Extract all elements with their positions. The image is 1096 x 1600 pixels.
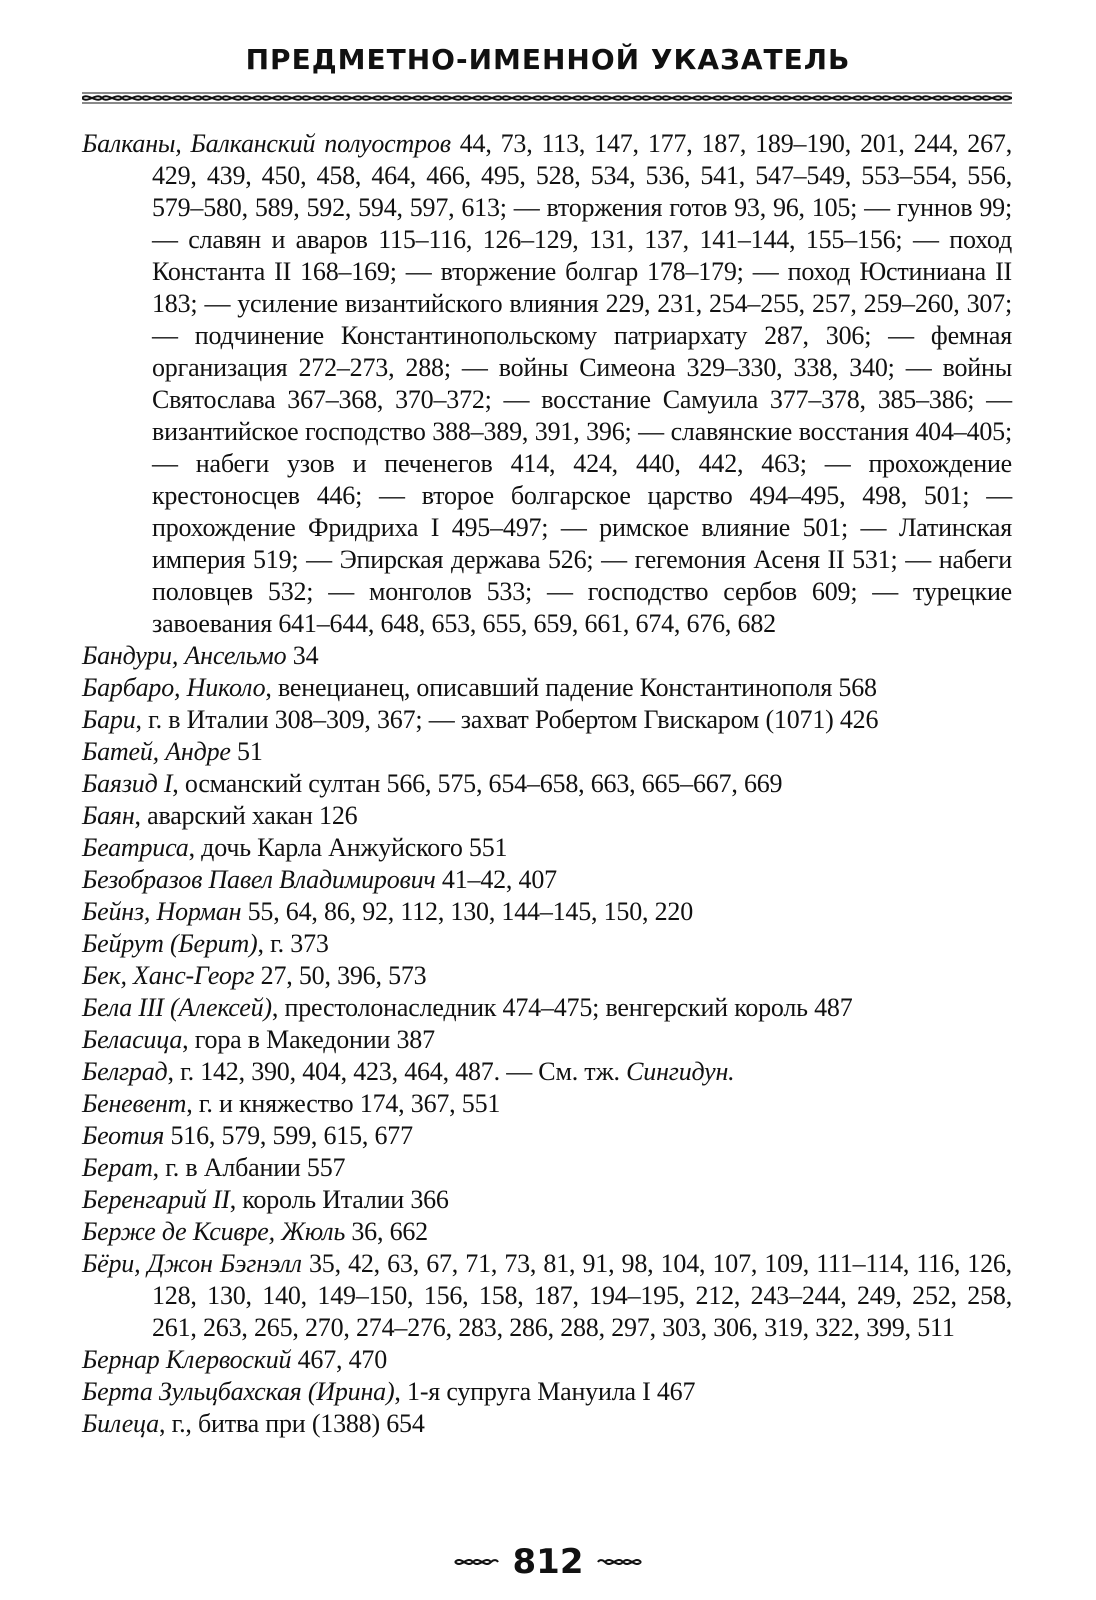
page-header-title: ПРЕДМЕТНО-ИМЕННОЙ УКАЗАТЕЛЬ xyxy=(245,43,851,76)
entry-references: , дочь Карла Анжуйского 551 xyxy=(188,833,508,862)
page-footer xyxy=(0,1542,1096,1582)
index-entry xyxy=(82,1120,1012,1152)
entry-references: , османский султан 566, 575, 654–658, 663, 665–667, 669 xyxy=(172,769,783,798)
entry-name: Балканы, Балканский полуостров xyxy=(82,129,451,158)
entry-references: 41–42, 407 xyxy=(435,865,557,894)
entry-name: Берже де Ксивре, Жюль xyxy=(82,1217,346,1246)
entry-name: Бари xyxy=(82,705,136,734)
index-entries xyxy=(82,128,1012,1440)
entry-name: Безобразов Павел Владимирович xyxy=(82,865,436,894)
index-entry xyxy=(82,736,1012,768)
index-entry xyxy=(82,704,1012,736)
index-entry xyxy=(82,640,1012,672)
entry-references: , аварский хакан 126 xyxy=(134,801,358,830)
entry-name: Беотия xyxy=(82,1121,165,1150)
entry-references: 34 xyxy=(286,641,319,670)
index-entry xyxy=(82,1376,1012,1408)
index-entry xyxy=(82,864,1012,896)
entry-name: Бёри, Джон Бэгнэлл xyxy=(82,1249,302,1278)
entry-name: Берта Зульцбахская (Ирина) xyxy=(82,1377,395,1406)
index-entry xyxy=(82,1056,1012,1088)
index-entry xyxy=(82,1088,1012,1120)
entry-references: , престолонаследник 474–475; венгерский король 487 xyxy=(271,993,853,1022)
page-number: 812 xyxy=(512,1542,584,1582)
header-ornament-band xyxy=(82,92,1012,104)
entry-name: Беневент xyxy=(82,1089,187,1118)
entry-name: Билеца xyxy=(82,1409,159,1438)
entry-references: , г., битва при (1388) 654 xyxy=(158,1409,425,1438)
entry-name: Бандури, Ансельмо xyxy=(82,641,287,670)
entry-name: Баязид I xyxy=(82,769,173,798)
right-flourish-icon xyxy=(597,1555,643,1569)
index-entry xyxy=(82,128,1012,640)
left-flourish-icon xyxy=(453,1555,499,1569)
index-entry xyxy=(82,1408,1012,1440)
entry-references: , венецианец, описавший падение Константинополя 568 xyxy=(265,673,877,702)
entry-name: Беласица xyxy=(82,1025,183,1054)
index-entry xyxy=(82,928,1012,960)
entry-references: 44, 73, 113, 147, 177, 187, 189–190, 201, 244, 267, 429, 439, 450, 458, 464, 466, 495, 528, 534, 536, 541, 547–549, 553–554, 556, 579–580, 589, 592, 594, 597, 613; — вторжения готов 93, 96, 105; — гуннов 99; — славян и аваров 115–116, 126–129, 131, 137, 141–144, 155–156; — поход Константа II 168–169; — вторжение болгар 178–179; — поход Юстиниана II 183; — усиление византийского влияния 229, 231, 254–255, 257, 259–260, 307; — подчинение Константинопольскому патриархату 287, 306; — фемная организация 272–273, 288; — войны Симеона 329–330, 338, 340; — войны Святослава 367–368, 370–372; — восстание Самуила 377–378, 385–386; — византийское господство 388–389, 391, 396; — славянские восстания 404–405; — набеги узов и печенегов 414, 424, 440, 442, 463; — прохождение крестоносцев 446; — второе болгарское царство 494–495, 498, 501; — прохождение Фридриха I 495–497; — римское влияние 501; — Латинская империя 519; — Эпирская держава 526; — гегемония Асеня II 531; — набеги половцев 532; — монголов 533; — господство сербов 609; — турецкие завоевания 641–644, 648, 653, 655, 659, 661, 674, 676, 682 xyxy=(152,129,1012,638)
entry-references: 51 xyxy=(230,737,263,766)
index-entry xyxy=(82,1216,1012,1248)
entry-references: , г. 142, 390, 404, 423, 464, 487. — См. тж. xyxy=(167,1057,627,1086)
index-entry xyxy=(82,768,1012,800)
index-entry xyxy=(82,832,1012,864)
index-entry xyxy=(82,1248,1012,1344)
index-entry xyxy=(82,672,1012,704)
entry-references: 467, 470 xyxy=(291,1345,388,1374)
entry-references: , гора в Македонии 387 xyxy=(182,1025,435,1054)
index-entry xyxy=(82,992,1012,1024)
entry-name: Баян xyxy=(82,801,135,830)
entry-name: Батей, Андре xyxy=(82,737,231,766)
entry-name: Бейнз, Норман xyxy=(82,897,242,926)
entry-name: Бела III (Алексей) xyxy=(82,993,272,1022)
entry-name: Белград xyxy=(82,1057,168,1086)
index-entry xyxy=(82,896,1012,928)
entry-references: , г. в Албании 557 xyxy=(152,1153,346,1182)
entry-references: 516, 579, 599, 615, 677 xyxy=(164,1121,413,1150)
entry-references: , г. 373 xyxy=(257,929,329,958)
entry-references: 35, 42, 63, 67, 71, 73, 81, 91, 98, 104, 107, 109, 111–114, 116, 126, 128, 130, 140, 149–150, 156, 158, 187, 194–195, 212, 243–244, 249, 252, 258, 261, 263, 265, 270, 274–276, 283, 286, 288, 297, 303, 306, 319, 322, 399, 511 xyxy=(152,1249,1012,1342)
entry-cross-reference: Сингидун. xyxy=(626,1057,735,1086)
entry-references: , 1-я супруга Мануила I 467 xyxy=(394,1377,696,1406)
index-entry xyxy=(82,1024,1012,1056)
entry-name: Барбаро, Николо xyxy=(82,673,266,702)
entry-references: , король Италии 366 xyxy=(229,1185,449,1214)
entry-references: 55, 64, 86, 92, 112, 130, 144–145, 150, 220 xyxy=(241,897,694,926)
entry-name: Бейрут (Берит) xyxy=(82,929,258,958)
index-entry xyxy=(82,800,1012,832)
entry-name: Беатриса xyxy=(82,833,189,862)
entry-name: Бек, Ханс-Георг xyxy=(82,961,255,990)
index-entry xyxy=(82,1344,1012,1376)
entry-references: , г. в Италии 308–309, 367; — захват Робертом Гвискаром (1071) 426 xyxy=(135,705,879,734)
entry-references: 36, 662 xyxy=(345,1217,428,1246)
entry-name: Беренгарий II xyxy=(82,1185,230,1214)
entry-name: Бернар Клервоский xyxy=(82,1345,292,1374)
index-entry xyxy=(82,1184,1012,1216)
entry-references: , г. и княжество 174, 367, 551 xyxy=(186,1089,501,1118)
index-entry xyxy=(82,1152,1012,1184)
index-entry xyxy=(82,960,1012,992)
entry-name: Берат xyxy=(82,1153,153,1182)
entry-references: 27, 50, 396, 573 xyxy=(254,961,427,990)
